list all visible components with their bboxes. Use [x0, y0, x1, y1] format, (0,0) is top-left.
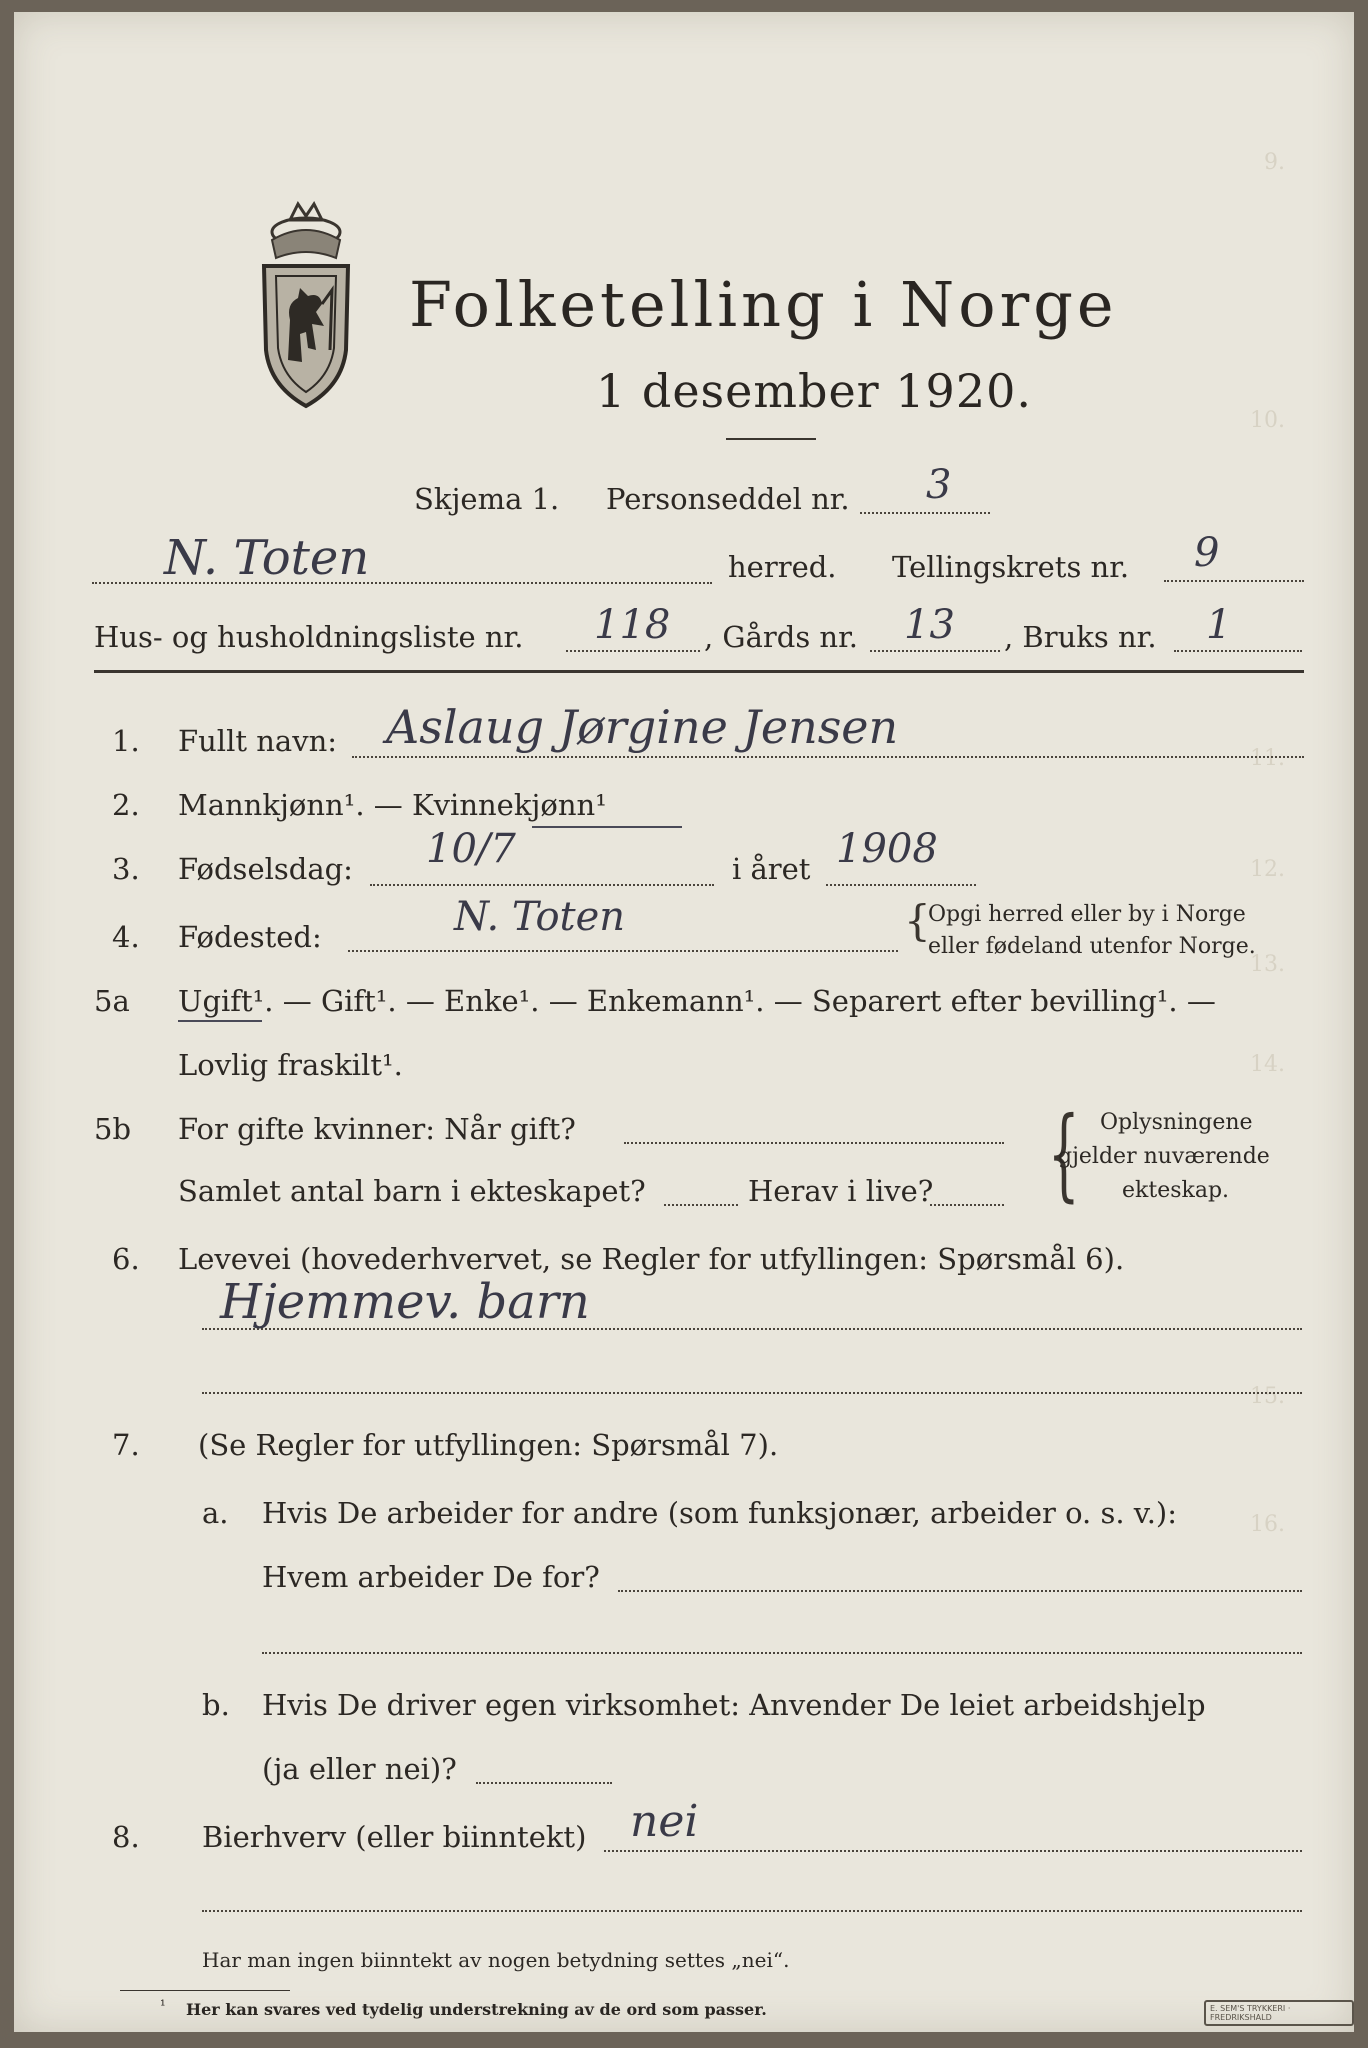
q7b-line-2: (ja eller nei)? — [262, 1752, 457, 1786]
printer-stamp: E. SEM'S TRYKKERI · FREDRIKSHALD — [1204, 2000, 1354, 2026]
q8-number: 8. — [112, 1820, 140, 1854]
marital-status-options-cont[interactable]: Lovlig fraskilt¹. — [178, 1048, 403, 1082]
bleed-through-number: 9. — [1264, 150, 1285, 175]
q7a-line-1: Hvis De arbeider for andre (som funksjonær, arbeider o. s. v.): — [262, 1496, 1178, 1530]
personseddel-value[interactable]: 3 — [926, 462, 952, 508]
census-form-sheet — [14, 12, 1354, 2032]
tellingskrets-label: Tellingskrets nr. — [892, 550, 1130, 584]
footer-note: Har man ingen biinntekt av nogen betydning settes „nei“. — [202, 1948, 790, 1972]
q5b-alive-label: Herav i live? — [748, 1174, 934, 1208]
bleed-through-number: 11. — [1250, 746, 1285, 771]
q7b-letter: b. — [202, 1688, 230, 1722]
birthday-line — [370, 884, 714, 886]
personseddel-line — [860, 512, 990, 514]
bleed-through-number: 16. — [1250, 1512, 1285, 1537]
bruks-label: , Bruks nr. — [1004, 620, 1157, 654]
q7-label: (Se Regler for utfyllingen: Spørsmål 7). — [198, 1428, 779, 1462]
q5b-line-1: For gifte kvinner: Når gift? — [178, 1112, 576, 1146]
bleed-through-number: 12. — [1250, 857, 1285, 882]
gards-line — [870, 650, 1000, 652]
q4-number: 4. — [112, 920, 140, 954]
birthday-value[interactable]: 10/7 — [426, 826, 516, 872]
footnote-text: Her kan svares ved tydelig understrekning av de ord som passer. — [186, 2000, 767, 2019]
secondary-income-line-2[interactable] — [202, 1910, 1302, 1912]
q7a-line-2: Hvem arbeider De for? — [262, 1560, 600, 1594]
herred-value[interactable]: N. Toten — [164, 530, 370, 586]
tellingskrets-value[interactable]: 9 — [1194, 530, 1220, 576]
marital-underline-mark — [178, 1020, 262, 1022]
year-label: i året — [732, 852, 811, 886]
children-count-line[interactable] — [664, 1204, 738, 1206]
gender-options[interactable]: Mannkjønn¹. — Kvinnekjønn¹ — [178, 788, 607, 822]
bleed-through-number: 14. — [1250, 1052, 1285, 1077]
q1-number: 1. — [112, 724, 140, 758]
bruks-line — [1174, 650, 1302, 652]
q6-label: Levevei (hovederhvervet, se Regler for utfyllingen: Spørsmål 6). — [178, 1242, 1125, 1276]
gards-label: , Gårds nr. — [704, 620, 858, 654]
title-divider — [726, 438, 816, 440]
footnote-rule — [120, 1990, 290, 1991]
personseddel-label: Personseddel nr. — [606, 482, 850, 516]
bruks-value[interactable]: 1 — [1206, 602, 1232, 648]
tellingskrets-line — [1164, 580, 1304, 582]
q5b-note-2: gjelder nuværende — [1058, 1144, 1270, 1169]
hired-help-line[interactable] — [476, 1782, 612, 1784]
q4-brace: { — [904, 896, 931, 945]
herred-label: herred. — [728, 550, 837, 584]
gender-underline-mark — [532, 826, 682, 828]
hus-label: Hus- og husholdningsliste nr. — [94, 620, 524, 654]
birthplace-value[interactable]: N. Toten — [454, 894, 626, 940]
q2-number: 2. — [112, 788, 140, 822]
bleed-through-number: 10. — [1250, 408, 1285, 433]
q5a-number: 5a — [94, 984, 130, 1018]
birth-year-value[interactable]: 1908 — [836, 826, 938, 872]
hus-value[interactable]: 118 — [594, 602, 671, 648]
q5b-number: 5b — [94, 1112, 132, 1146]
marital-status-options[interactable]: Ugift¹. — Gift¹. — Enke¹. — Enkemann¹. — Separert efter bevilling¹. — — [178, 984, 1216, 1018]
bleed-through-number: 15. — [1250, 1384, 1285, 1409]
q3-label: Fødselsdag: — [178, 852, 353, 886]
q5b-note-1: Oplysningene — [1100, 1110, 1253, 1135]
coat-of-arms-icon — [246, 200, 366, 412]
secondary-income-line — [604, 1850, 1302, 1852]
q6-number: 6. — [112, 1242, 140, 1276]
form-title: Folketelling i Norge — [409, 268, 1118, 341]
q8-label: Bierhverv (eller biinntekt) — [202, 1820, 587, 1854]
schema-label: Skjema 1. — [414, 482, 560, 516]
q4-label: Fødested: — [178, 920, 322, 954]
footnote-mark: ¹ — [160, 1998, 166, 2014]
q7a-letter: a. — [202, 1496, 229, 1530]
q1-line — [352, 756, 1304, 758]
q5b-note-3: ekteskap. — [1122, 1178, 1230, 1203]
children-alive-line[interactable] — [930, 1204, 1004, 1206]
married-when-line[interactable] — [624, 1142, 1004, 1144]
form-date: 1 desember 1920. — [596, 364, 1032, 418]
bleed-through-number: 13. — [1250, 952, 1285, 977]
hus-line — [566, 650, 700, 652]
q1-label: Fullt navn: — [178, 724, 338, 758]
year-line — [826, 884, 976, 886]
employer-line-2[interactable] — [262, 1652, 1302, 1654]
occupation-value[interactable]: Hjemmev. barn — [220, 1274, 590, 1330]
header-rule — [94, 670, 1304, 673]
full-name-value[interactable]: Aslaug Jørgine Jensen — [386, 700, 899, 754]
q5b-brace: { — [1047, 1095, 1080, 1212]
gards-value[interactable]: 13 — [904, 602, 955, 648]
q4-note-1: Opgi herred eller by i Norge — [928, 902, 1246, 927]
birthplace-line — [348, 950, 898, 952]
q3-number: 3. — [112, 852, 140, 886]
q5b-children-label: Samlet antal barn i ekteskapet? — [178, 1174, 646, 1208]
occupation-line-2[interactable] — [202, 1392, 1302, 1394]
employer-line-1[interactable] — [618, 1590, 1302, 1592]
q7b-line-1: Hvis De driver egen virksomhet: Anvender De leiet arbeidshjelp — [262, 1688, 1206, 1722]
secondary-income-value[interactable]: nei — [630, 1796, 699, 1847]
q4-note-2: eller fødeland utenfor Norge. — [928, 934, 1256, 959]
q7-number: 7. — [112, 1428, 140, 1462]
